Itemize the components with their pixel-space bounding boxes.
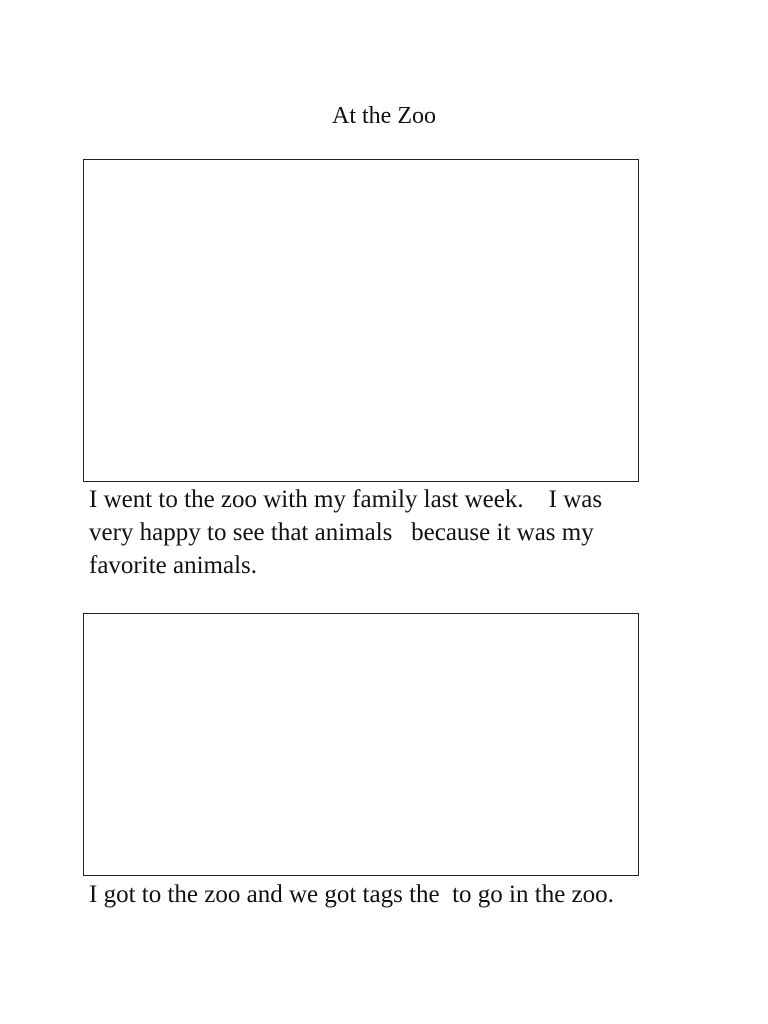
story-line: I got to the zoo and we got tags the to go in the zoo. bbox=[89, 881, 614, 908]
story-paragraph-2 bbox=[89, 878, 689, 911]
story-line: very happy to see that animals because it was my bbox=[89, 519, 594, 546]
story-line: I went to the zoo with my family last week. I was bbox=[89, 486, 603, 513]
story-line: favorite animals. bbox=[89, 552, 257, 579]
drawing-box-2 bbox=[83, 613, 639, 876]
page-title: At the Zoo bbox=[332, 103, 436, 129]
drawing-box-1 bbox=[83, 159, 639, 482]
story-paragraph-1 bbox=[89, 483, 689, 582]
